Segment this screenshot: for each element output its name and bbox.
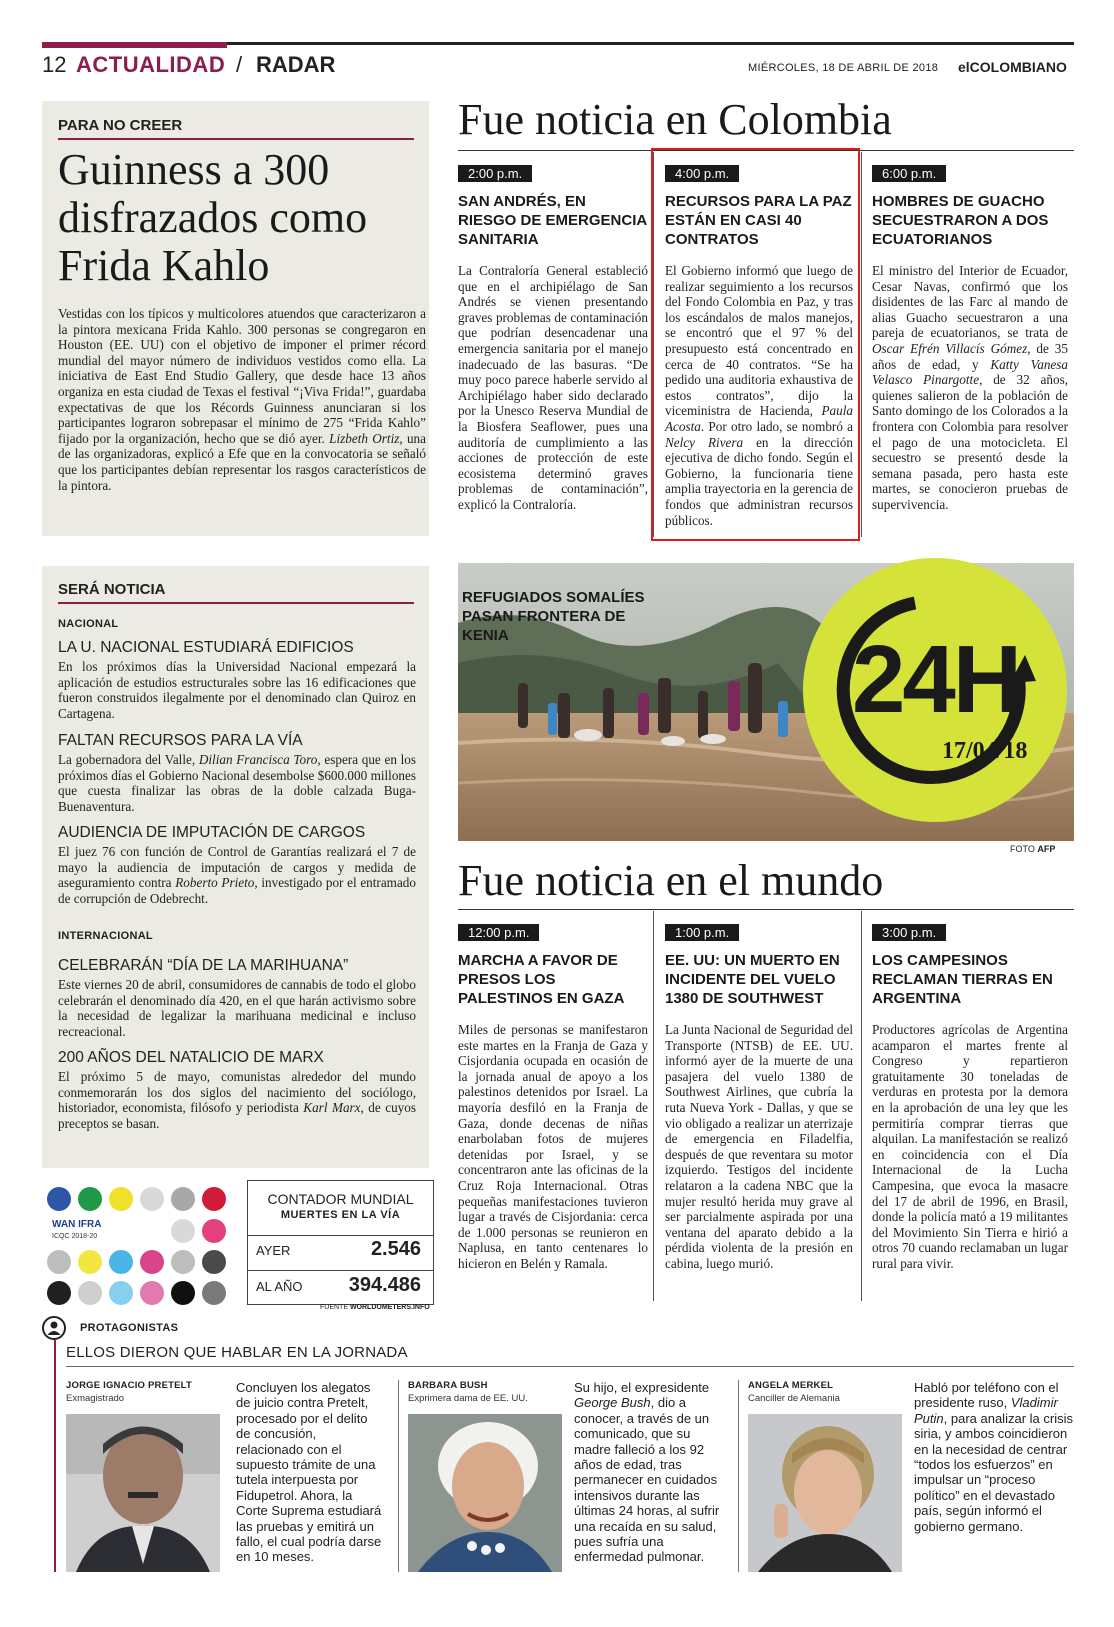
guinness-headline: Guinness a 300 disfrazados como Frida Kahlo bbox=[58, 145, 368, 290]
sera-body: En los próximos días la Universidad Nacional empezará la aplicación de estudios estructurales sobre las 16 edificaciones que fueron construidos ilegalmente por el denominado clan Quiroz en Cartagena. bbox=[58, 659, 416, 721]
protagonist-text: Concluyen los alegatos de juicio contra Pretelt, procesado por el delito de concusión, relacionado con el supuesto trámite de una tutela interpuesta por Fidupetrol. Ahora, la Corte Suprema estudiará las pruebas y emitirá un fallo, el cual podría darse en 10 meses. bbox=[236, 1380, 382, 1565]
counter-row-value: 394.486 bbox=[348, 1274, 421, 1296]
news-headline: SAN ANDRÉS, EN RIESGO DE EMERGENCIA SANITARIA bbox=[458, 193, 647, 248]
column-divider bbox=[653, 152, 654, 537]
colombia-section-title: Fue noticia en Colombia bbox=[458, 95, 892, 144]
protagonist-name: BARBARA BUSH bbox=[408, 1380, 488, 1391]
road-deaths-counter bbox=[247, 1180, 434, 1305]
news-headline: HOMBRES DE GUACHO SECUESTRARON A DOS ECUATORIANOS bbox=[872, 193, 1049, 248]
protagonist-text: Habló por teléfono con el presidente ruso, Vladimir Putin, para analizar la crisis siria, y ambos coincidieron en la necesidad de centrar “todos los esfuerzos” en impulsar un “proceso político” en el devastado país, según informó el gobierno germano. bbox=[914, 1380, 1073, 1534]
top-rule-accent bbox=[42, 42, 227, 48]
time-tag: 2:00 p.m. bbox=[458, 165, 532, 182]
label-rule bbox=[58, 602, 414, 604]
newspaper-logo: elCOLOMBIANO bbox=[958, 59, 1067, 75]
news-column bbox=[458, 163, 648, 513]
sera-headline: 200 AÑOS DEL NATALICIO DE MARX bbox=[58, 1049, 324, 1066]
wan-ifra-sub: ICQC 2018-20 bbox=[52, 1233, 98, 1240]
portrait-image bbox=[748, 1414, 902, 1572]
subtitle-rule bbox=[66, 1366, 1074, 1367]
counter-subtitle: MUERTES EN LA VÍA bbox=[280, 1209, 401, 1221]
sera-headline: FALTAN RECURSOS PARA LA VÍA bbox=[58, 732, 303, 749]
counter-title: CONTADOR MUNDIAL bbox=[267, 1191, 414, 1207]
news-column bbox=[665, 163, 853, 528]
counter-source: FUENTE WORLDOMETERS.INFO bbox=[320, 1304, 430, 1311]
news-body: El Gobierno informó que luego de realizar seguimiento a los recursos del Fondo Colombia en Paz, y tras los escándalos de malos manejos, se encontró que el 97 % del presupuesto está concentrado en cerca de 40 contratos. “Se ha pedido una auditoria exhaustiva de estos contratos”, dijo la viceministra de Hacienda, Paula Acosta. Por otro lado, se nombró a Nelcy Rivera en la dirección ejecutiva de dicho fondo. Según el Gobierno, la funcionaria tiene amplia trayectoria en la gerencia de fondos que administran recursos públicos. bbox=[665, 263, 853, 528]
sera-noticia-label: SERÁ NOTICIA bbox=[58, 581, 166, 598]
protagonistas-rule bbox=[54, 1340, 56, 1572]
time-tag: 3:00 p.m. bbox=[872, 924, 946, 941]
news-body: El ministro del Interior de Ecuador, Cesar Navas, confirmó que los disidentes de las Farc al mando de alias Guacho secuestraron a una pareja de ecuatorianos, se trata de Oscar Efrén Villacís Gómez, de 35 años de edad, y Katty Vanesa Velasco Pinargotte, de 32 años, quienes salieron de la población de Santo domingo de los Colorados a la frontera con Colombia para resolver el pago de una motocicleta. El secuestro se presentó desde la semana pasada, pero hasta este martes, se conocieron pruebas de supervivencia. bbox=[872, 263, 1069, 512]
label-rule bbox=[58, 138, 414, 140]
section-name: ACTUALIDAD bbox=[76, 52, 226, 77]
counter-row-value: 2.546 bbox=[370, 1238, 421, 1260]
sera-body: La gobernadora del Valle, Dilian Francisca Toro, espera que en los próximos días el Gobierno Nacional desembolse $600.000 millones que cuesta finalizar las obras de la doble calzada Buga-Buenaventura. bbox=[58, 752, 416, 814]
column-divider bbox=[861, 911, 862, 1301]
badge-24h-text: 24H bbox=[852, 626, 1020, 733]
time-tag: 1:00 p.m. bbox=[665, 924, 739, 941]
sera-headline: AUDIENCIA DE IMPUTACIÓN DE CARGOS bbox=[58, 824, 366, 841]
news-headline: EE. UU: UN MUERTO EN INCIDENTE DEL VUELO 1380 DE SOUTHWEST bbox=[665, 952, 840, 1007]
person-icon bbox=[42, 1316, 66, 1340]
merkel-photo bbox=[748, 1414, 902, 1572]
para-no-creer-label: PARA NO CREER bbox=[58, 117, 183, 134]
protagonist-role: Exprimera dama de EE. UU. bbox=[408, 1393, 528, 1404]
portrait-image bbox=[66, 1414, 220, 1572]
section-separator: / bbox=[236, 52, 243, 77]
sera-body: El próximo 5 de mayo, comunistas alrededor del mundo conmemorarán los dos siglos del nacimiento del sociólogo, historiador, economista, filósofo y periodista Karl Marx, de cuyos preceptos se basan. bbox=[58, 1069, 417, 1131]
news-headline: RECURSOS PARA LA PAZ ESTÁN EN CASI 40 CONTRATOS bbox=[665, 193, 852, 248]
news-column bbox=[665, 922, 853, 1272]
news-headline: MARCHA A FAVOR DE PRESOS LOS PALESTINOS EN GAZA bbox=[458, 952, 625, 1007]
portrait-image bbox=[408, 1414, 562, 1572]
sera-body: El juez 76 con función de Control de Garantías realizará el 7 de mayo la audiencia de imputación de cargos y medida de aseguramiento contra Roberto Prieto, investigado por el entramado de corrupción de Odebrecht. bbox=[58, 844, 416, 906]
news-body: La Junta Nacional de Seguridad del Transporte (NTSB) de EE. UU. informó ayer de la muerte de una pasajera del vuelo 1380 de Southwest Airlines, que cubría la ruta Nueva York - Dallas, y que se vio obligado a realizar un aterrizaje de emergencia en Filadelfia, después de que reventara su motor izquierdo. Testigos del incidente relataron a la cadena NBC que la mujer resultó herida muy grave al ser parcialmente aspirada por una ventana del aparato debido a la pérdida violenta de la presión en cabina, luego murió. bbox=[665, 1022, 853, 1271]
time-tag: 6:00 p.m. bbox=[872, 165, 946, 182]
news-column bbox=[872, 163, 1068, 513]
protagonist-name: JORGE IGNACIO PRETELT bbox=[66, 1380, 192, 1391]
column-divider bbox=[653, 911, 654, 1301]
protagonist-role: Exmagistrado bbox=[66, 1393, 125, 1404]
sera-headline: CELEBRARÁN “DÍA DE LA MARIHUANA” bbox=[58, 957, 349, 974]
protagonist-text: Su hijo, el expresidente George Bush, dio a conocer, a través de un comunicado, que su madre falleció a los 92 años de edad, tras permanecer en cuidados intensivos durante las últimas 24 horas, al sufrir una recaída en su salud, pues sufría una enfermedad pulmonar. bbox=[574, 1380, 720, 1565]
photo-caption: REFUGIADOS SOMALÍES PASAN FRONTERA DE KENIA bbox=[462, 589, 645, 644]
news-headline: LOS CAMPESINOS RECLAMAN TIERRAS EN ARGENTINA bbox=[872, 952, 1053, 1007]
nacional-label: NACIONAL bbox=[58, 618, 119, 630]
time-tag: 4:00 p.m. bbox=[665, 165, 739, 182]
guinness-body: Vestidas con los típicos y multicolores atuendos que caracterizaron a la pintora mexicana Frida Kahlo. 300 personas se congregaron en Houston (EE. UU) con el objetivo de imponer el primer récord mundial del mayor número de individuos vestidos como ella. La iniciativa de East End Studio Gallery, que desde hace 13 años organiza en esta ciudad de Texas el festival “¡Viva Frida!”, guardaba expectativas de que los Récords Guinness anunciaran si los participantes lograron sobrepasar el mínimo de 275 “Frida Kahlo” fijado por la organización, hecho que se dió ayer. Lizbeth Ortiz, una de las organizadoras, explicó a Efe que en la convocatoria se señaló que los participantes debían representar los rasgos característicos de la pintora. bbox=[58, 306, 426, 493]
sera-body: Este viernes 20 de abril, consumidores de cannabis de todo el globo celebrarán el denominado día 420, en el que harán activismo sobre la necesidad de legalizar la marihuana medicinal e incluso recreacional. bbox=[58, 977, 416, 1039]
mundo-section-title: Fue noticia en el mundo bbox=[458, 856, 884, 905]
news-body: La Contraloría General estableció que en el archipiélago de San Andrés se vienen presentando graves problemas de contaminación que podrían desencadenar una emergencia sanitaria por el manejo inadecuado de las basuras. “De muy poco parece haberle servido al Archipiélago haber sido declarado por la Unesco Reserva Mundial de la Biosfera Seaflower, pues una auditoría de cumplimiento a las acciones de protección de este ecosistema determinó graves problemas de contaminación”, explicó la Contraloría. bbox=[458, 263, 648, 512]
pretelt-photo bbox=[66, 1414, 220, 1572]
subsection-name: RADAR bbox=[256, 52, 336, 77]
news-body: Productores agrícolas de Argentina acamparon el martes frente al Congreso y repartieron gratuitamente 30 toneladas de verduras en protesta por la demora en la aprobación de una ley que les permitiría comprar tierras que alquilan. La manifestación se realizó en coincidencia con el Día Internacional de la Lucha Campesina, que evoca la masacre del 17 de abril de 1996, en Brasil, donde la policía mató a 19 militantes del Movimiento Sin Tierra e hirió a otros 70 cuando reclamaban un lugar rural para vivir. bbox=[872, 1022, 1068, 1271]
issue-date: MIÉRCOLES, 18 DE ABRIL DE 2018 bbox=[748, 62, 939, 74]
protagonistas-label: PROTAGONISTAS bbox=[80, 1322, 179, 1334]
title-rule bbox=[458, 909, 1074, 910]
internacional-label: INTERNACIONAL bbox=[58, 930, 153, 942]
counter-row-label: AYER bbox=[256, 1243, 291, 1258]
news-column bbox=[458, 922, 648, 1272]
color-calibration-graphic bbox=[42, 1186, 232, 1306]
counter-row-label: AL AÑO bbox=[256, 1279, 303, 1294]
column-divider bbox=[861, 152, 862, 537]
page-number: 12 bbox=[42, 52, 67, 77]
news-column bbox=[872, 922, 1068, 1272]
wan-ifra-logo: WAN IFRA bbox=[52, 1219, 102, 1230]
badge-date: 17/04/18 bbox=[942, 738, 1028, 764]
color-bar bbox=[42, 1186, 232, 1306]
sera-headline: LA U. NACIONAL ESTUDIARÁ EDIFICIOS bbox=[58, 639, 354, 656]
protagonist-name: ANGELA MERKEL bbox=[748, 1380, 834, 1391]
column-divider bbox=[398, 1380, 399, 1572]
photo-credit: FOTO AFP bbox=[1010, 844, 1056, 854]
bush-photo bbox=[408, 1414, 562, 1572]
time-tag: 12:00 p.m. bbox=[458, 924, 539, 941]
news-body: Miles de personas se manifestaron este martes en la Franja de Gaza y Cisjordania ocupada en ocasión de la jornada anual de apoyo a los palestinos detenidos por Israel. La mayoría desfiló en la Franja de Gaza, donde decenas de niñas enarbolaban fotos de mujeres detenidas por Israel, y se concentraron ante las oficinas de la Cruz Roja Internacional. Otras pequeñas manifestaciones tuvieron lugar a través de Cisjordania: cerca de 1.000 personas se reunieron en Naplusa, en tanto centenares lo hicieron en Belén y Ramala. bbox=[458, 1022, 648, 1271]
protagonistas-subtitle: ELLOS DIERON QUE HABLAR EN LA JORNADA bbox=[66, 1344, 408, 1361]
protagonist-role: Canciller de Alemania bbox=[748, 1393, 840, 1404]
column-divider bbox=[738, 1380, 739, 1572]
